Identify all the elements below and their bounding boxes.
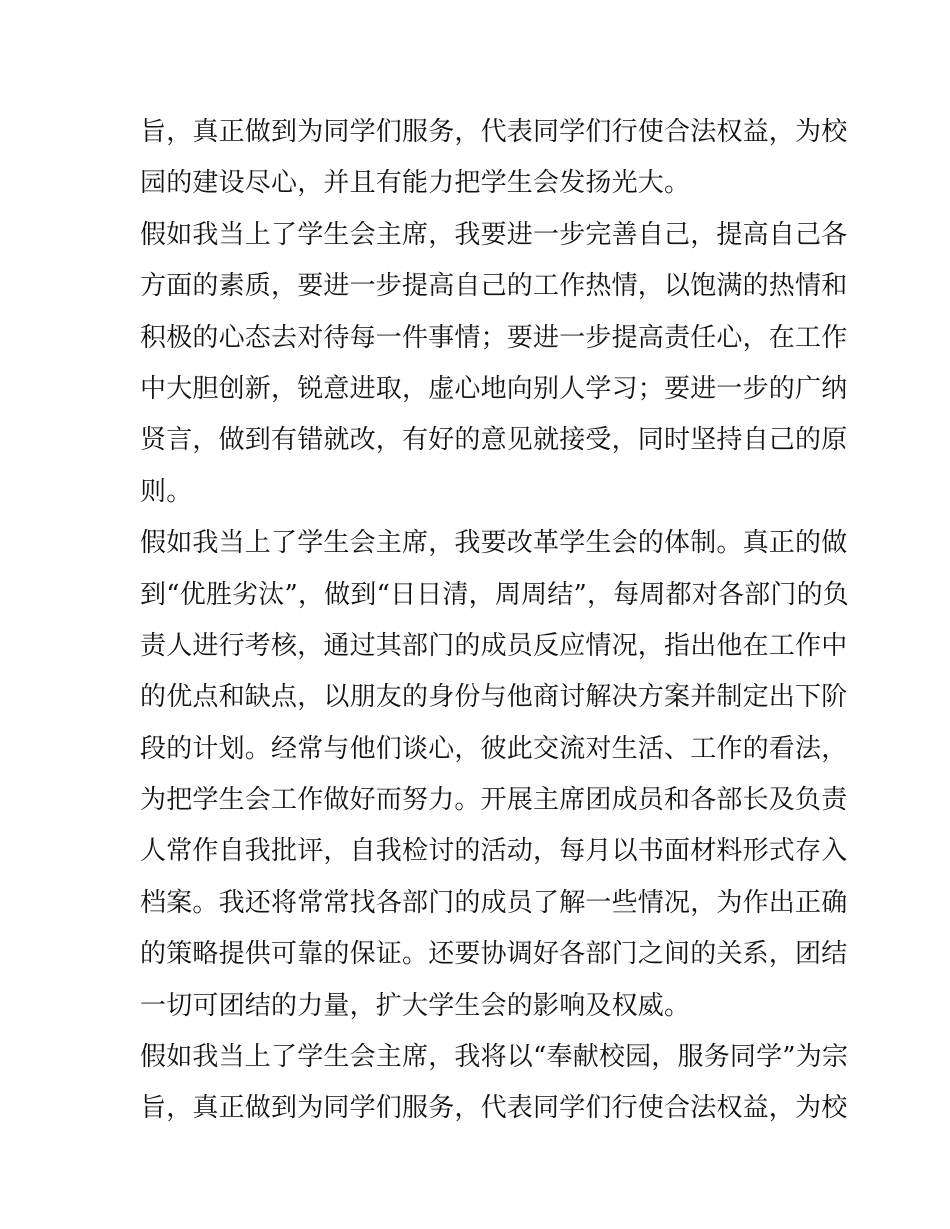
text-line: 段的计划。经常与他们谈心，彼此交流对生活、工作的看法， — [140, 733, 848, 764]
text-line: 人常作自我批评，自我检讨的活动，每月以书面材料形式存入 — [140, 836, 848, 867]
text-line: 园的建设尽心，并且有能力把学生会发扬光大。 — [140, 168, 691, 199]
text-line: 方面的素质，要进一步提高自己的工作热情，以饱满的热情和 — [140, 271, 848, 302]
text-line: 责人进行考核，通过其部门的成员反应情况，指出他在工作中 — [140, 630, 848, 661]
text-line: 为把学生会工作做好而努力。开展主席团成员和各部长及负责 — [140, 785, 848, 816]
text-line: 旨，真正做到为同学们服务，代表同学们行使合法权益，为校 — [140, 117, 848, 147]
text-line: 积极的心态去对待每一件事情；要进一步提高责任心，在工作 — [140, 322, 848, 353]
text-line: 的策略提供可靠的保证。还要协调好各部门之间的关系，团结 — [140, 939, 848, 970]
document-body-text — [140, 107, 849, 1135]
text-line: 到“优胜劣汰”，做到“日日清，周周结”，每周都对各部门的负 — [140, 579, 849, 610]
text-line: 中大胆创新，锐意进取，虚心地向别人学习；要进一步的广纳 — [140, 373, 848, 404]
text-line: 假如我当上了学生会主席，我要进一步完善自己，提高自己各 — [140, 219, 848, 250]
text-line: 一切可团结的力量，扩大学生会的影响及权威。 — [140, 990, 691, 1021]
text-line: 假如我当上了学生会主席，我将以“奉献校园，服务同学”为宗 — [140, 1042, 849, 1073]
text-line: 贤言，做到有错就改，有好的意见就接受，同时坚持自己的原 — [140, 425, 848, 456]
text-line: 档案。我还将常常找各部门的成员了解一些情况，为作出正确 — [140, 887, 848, 918]
text-line: 则。 — [140, 476, 193, 507]
text-line: 旨，真正做到为同学们服务，代表同学们行使合法权益，为校 — [140, 1093, 848, 1124]
text-line: 假如我当上了学生会主席，我要改革学生会的体制。真正的做 — [140, 528, 848, 559]
text-line: 的优点和缺点，以朋友的身份与他商讨解决方案并制定出下阶 — [140, 682, 848, 713]
